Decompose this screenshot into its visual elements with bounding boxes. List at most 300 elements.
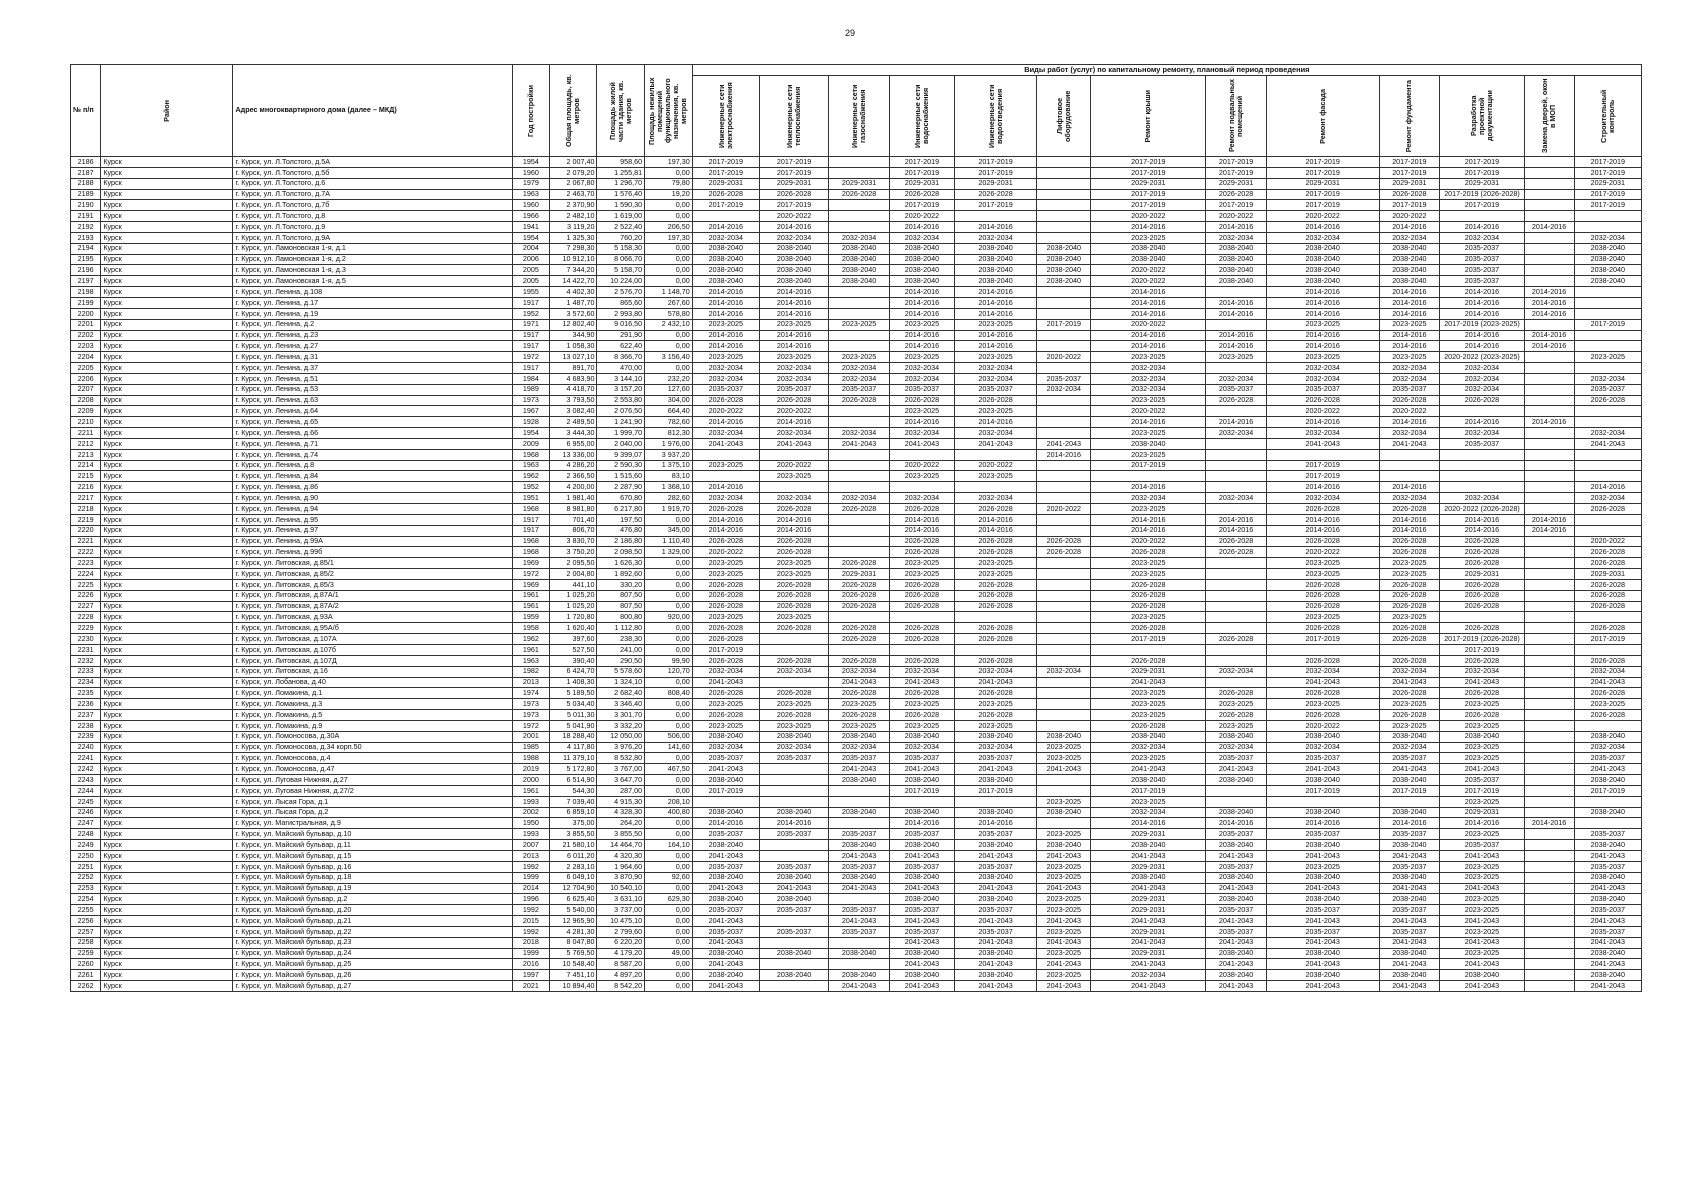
table-cell: 2026-2028 [692, 623, 759, 634]
table-cell: 2032-2034 [829, 428, 890, 439]
table-cell: 2017-2019 [1440, 644, 1525, 655]
table-row [71, 438, 1642, 449]
table-cell: 2038-2040 [1037, 254, 1091, 265]
table-cell: Курск [101, 167, 233, 178]
table-cell: 2038-2040 [1206, 243, 1267, 254]
table-cell: 7 039,40 [549, 796, 597, 807]
table-row [71, 189, 1642, 200]
table-cell: 2017-2019 [954, 785, 1036, 796]
table-cell: 2014-2016 [1206, 417, 1267, 428]
table-cell: 1950 [512, 818, 549, 829]
table-cell: 2026-2028 [759, 623, 828, 634]
table-cell: 2038-2040 [1037, 731, 1091, 742]
table-cell: 2017-2019 [759, 167, 828, 178]
table-cell: 2007 [512, 840, 549, 851]
table-cell [1524, 796, 1574, 807]
table-cell: 10 224,00 [597, 276, 645, 287]
table-cell [759, 677, 828, 688]
table-cell: 2014-2016 [1524, 222, 1574, 233]
table-cell: Курск [101, 677, 233, 688]
table-cell: 2041-2043 [954, 883, 1036, 894]
table-cell [1440, 211, 1525, 222]
table-cell: 2032-2034 [829, 742, 890, 753]
table-cell: 2038-2040 [1379, 265, 1440, 276]
table-cell [1524, 851, 1574, 862]
table-cell: 2017-2019 [1266, 157, 1379, 168]
table-cell: 2038-2040 [759, 731, 828, 742]
table-cell [1524, 579, 1574, 590]
table-cell [1206, 504, 1267, 515]
table-cell: Курск [101, 861, 233, 872]
table-cell: 2038-2040 [1091, 731, 1206, 742]
table-cell: 1 919,70 [645, 504, 693, 515]
table-cell: 2 489,50 [549, 417, 597, 428]
table-cell [1574, 514, 1641, 525]
table-cell: 2035-2037 [759, 384, 828, 395]
table-cell: 2199 [71, 297, 101, 308]
table-cell: 2029-2031 [829, 178, 890, 189]
table-cell [759, 785, 828, 796]
table-cell: 127,60 [645, 384, 693, 395]
table-cell [1524, 276, 1574, 287]
table-cell: 2023-2025 [829, 319, 890, 330]
table-cell: 2014-2016 [1266, 482, 1379, 493]
table-cell: 2032-2034 [1440, 384, 1525, 395]
table-cell [1524, 634, 1574, 645]
table-cell: 2041-2043 [889, 981, 954, 992]
table-cell: 1 408,30 [549, 677, 597, 688]
table-cell: 2026-2028 [1574, 623, 1641, 634]
table-cell: 2023-2025 [1037, 970, 1091, 981]
table-cell: 2038-2040 [692, 840, 759, 851]
table-cell: 2032-2034 [1037, 384, 1091, 395]
table-cell: 2014-2016 [1379, 287, 1440, 298]
table-cell: г. Курск, ул. Литовская, д.87А/1 [233, 590, 513, 601]
table-cell: 3 119,20 [549, 222, 597, 233]
table-cell: Курск [101, 818, 233, 829]
table-cell: 2017-2019 [1266, 634, 1379, 645]
table-cell: 2014-2016 [692, 308, 759, 319]
table-cell: 2041-2043 [759, 438, 828, 449]
table-cell: 2032-2034 [1206, 666, 1267, 677]
table-cell: 2026-2028 [692, 189, 759, 200]
table-cell: Курск [101, 948, 233, 959]
table-cell [1037, 634, 1091, 645]
table-cell: 2023-2025 [692, 352, 759, 363]
table-cell: Курск [101, 308, 233, 319]
table-cell: 2017-2019 [889, 167, 954, 178]
table-cell: 2020-2022 [1266, 547, 1379, 558]
capital-repair-table-container [70, 64, 1642, 992]
table-cell: 2259 [71, 948, 101, 959]
table-cell: 2038-2040 [829, 775, 890, 786]
table-cell: 2026-2028 [1379, 601, 1440, 612]
table-cell: 2026-2028 [1091, 547, 1206, 558]
table-cell: 2026-2028 [1379, 590, 1440, 601]
table-cell: 1 590,30 [597, 200, 645, 211]
table-cell [692, 211, 759, 222]
table-cell: 2014-2016 [1266, 330, 1379, 341]
table-cell: 2032-2034 [954, 363, 1036, 374]
table-cell: г. Курск, ул. Майский бульвар, д.15 [233, 851, 513, 862]
table-cell: 2029-2031 [759, 178, 828, 189]
table-cell: 4 286,20 [549, 460, 597, 471]
table-cell: 2035-2037 [692, 905, 759, 916]
table-cell [1574, 449, 1641, 460]
table-cell: 2014-2016 [1524, 308, 1574, 319]
table-cell: 2035-2037 [1379, 753, 1440, 764]
table-row [71, 970, 1642, 981]
table-cell: 2020-2022 (2023-2025) [1440, 352, 1525, 363]
table-cell: 3 301,70 [597, 710, 645, 721]
table-cell: Курск [101, 851, 233, 862]
table-cell: 2023-2025 [759, 699, 828, 710]
table-cell: 2 799,60 [597, 926, 645, 937]
table-cell: 2038-2040 [889, 840, 954, 851]
table-cell: 2014-2016 [1440, 341, 1525, 352]
table-cell: 2023-2025 [1574, 352, 1641, 363]
table-cell: 14 464,70 [597, 840, 645, 851]
table-cell: 2026-2028 [954, 536, 1036, 547]
table-cell [1037, 579, 1091, 590]
table-cell: 2023-2025 [954, 319, 1036, 330]
table-cell: 2035-2037 [1440, 243, 1525, 254]
table-cell: г. Курск, ул. Л.Толстого, д.8 [233, 211, 513, 222]
table-cell: 2014-2016 [1091, 308, 1206, 319]
table-cell: 2038-2040 [759, 276, 828, 287]
table-cell: 2038-2040 [692, 807, 759, 818]
table-cell: г. Курск, ул. Ленина, д.64 [233, 406, 513, 417]
table-cell: 6 625,40 [549, 894, 597, 905]
table-cell [1037, 699, 1091, 710]
table-cell: 1 112,80 [597, 623, 645, 634]
table-cell [829, 796, 890, 807]
table-cell: 1969 [512, 579, 549, 590]
table-cell: 2038-2040 [889, 254, 954, 265]
table-cell: 2038-2040 [829, 840, 890, 851]
table-cell: 2017-2019 [1266, 200, 1379, 211]
table-cell: 2038-2040 [889, 243, 954, 254]
table-cell: 2041-2043 [692, 764, 759, 775]
table-row [71, 796, 1642, 807]
table-cell: 1992 [512, 861, 549, 872]
table-cell: г. Курск, ул. Ленина, д.2 [233, 319, 513, 330]
table-row [71, 655, 1642, 666]
table-cell: 1961 [512, 590, 549, 601]
table-cell: 2041-2043 [1266, 937, 1379, 948]
table-cell: 2026-2028 [889, 536, 954, 547]
table-cell: г. Курск, ул. Литовская, д.95А/б [233, 623, 513, 634]
table-cell: 2032-2034 [1574, 232, 1641, 243]
table-cell: 0,00 [645, 851, 693, 862]
table-cell: 0,00 [645, 601, 693, 612]
table-cell [1524, 807, 1574, 818]
table-cell [759, 840, 828, 851]
table-cell: 2014-2016 [1379, 308, 1440, 319]
table-cell: 3 830,70 [549, 536, 597, 547]
table-cell [1037, 818, 1091, 829]
table-cell: 2023-2025 [1574, 699, 1641, 710]
table-cell: 2041-2043 [1091, 916, 1206, 927]
table-row [71, 373, 1642, 384]
table-cell: 2038-2040 [1091, 775, 1206, 786]
table-cell: Курск [101, 319, 233, 330]
table-cell: 2023-2025 [889, 352, 954, 363]
table-cell: 2038-2040 [1574, 731, 1641, 742]
table-cell: 2026-2028 [1206, 547, 1267, 558]
table-cell: 345,00 [645, 525, 693, 536]
table-cell: 2029-2031 [1091, 894, 1206, 905]
table-cell: Курск [101, 525, 233, 536]
table-cell: 2023-2025 [1266, 612, 1379, 623]
table-cell [954, 211, 1036, 222]
table-cell: 2026-2028 [692, 536, 759, 547]
table-cell: 2023-2025 [1379, 558, 1440, 569]
table-cell: 2023-2025 [1266, 569, 1379, 580]
table-cell: 2240 [71, 742, 101, 753]
table-cell: 2001 [512, 731, 549, 742]
table-cell: 1928 [512, 417, 549, 428]
table-cell: 2023-2025 [1037, 905, 1091, 916]
table-cell: 2041-2043 [1574, 937, 1641, 948]
table-cell: 2 186,80 [597, 536, 645, 547]
table-cell: 2014-2016 [759, 308, 828, 319]
table-cell: г. Курск, ул. Ламоновская 1-я, д.2 [233, 254, 513, 265]
table-cell [954, 482, 1036, 493]
table-cell: 2032-2034 [1206, 232, 1267, 243]
table-cell: 2038-2040 [1379, 731, 1440, 742]
table-cell: 2191 [71, 211, 101, 222]
table-cell: г. Курск, ул. Майский бульвар, д.27 [233, 981, 513, 992]
table-row [71, 493, 1642, 504]
table-cell: 2029-2031 [1440, 807, 1525, 818]
table-cell: 2038-2040 [829, 731, 890, 742]
table-cell: 13 336,00 [549, 449, 597, 460]
table-cell: 2038-2040 [1440, 970, 1525, 981]
table-cell: 2014-2016 [1379, 514, 1440, 525]
table-cell: 6 049,10 [549, 872, 597, 883]
table-cell: 2023-2025 [1091, 428, 1206, 439]
table-cell: 2032-2034 [1091, 742, 1206, 753]
table-row [71, 460, 1642, 471]
table-cell: 4 897,20 [597, 970, 645, 981]
table-row [71, 232, 1642, 243]
table-cell: 400,80 [645, 807, 693, 818]
table-cell: 2041-2043 [1379, 677, 1440, 688]
table-cell: 2235 [71, 688, 101, 699]
table-cell: 1968 [512, 547, 549, 558]
table-cell: 2035-2037 [692, 926, 759, 937]
table-cell: 2014-2016 [1524, 525, 1574, 536]
table-cell: 2035-2037 [1440, 265, 1525, 276]
table-cell: 2038-2040 [954, 872, 1036, 883]
table-cell: 2015 [512, 916, 549, 927]
table-cell: Курск [101, 742, 233, 753]
table-row [71, 287, 1642, 298]
table-cell: 2035-2037 [759, 861, 828, 872]
table-cell: 2035-2037 [1037, 373, 1091, 384]
table-cell [1524, 926, 1574, 937]
table-cell: 2041-2043 [1206, 883, 1267, 894]
table-cell: г. Курск, ул. Ломоносова, д.30А [233, 731, 513, 742]
table-cell: 2017-2019 [692, 167, 759, 178]
table-cell: 2023-2025 [1037, 861, 1091, 872]
table-cell: 2038-2040 [1091, 243, 1206, 254]
table-row [71, 384, 1642, 395]
table-cell: 2032-2034 [889, 373, 954, 384]
table-cell: 441,10 [549, 579, 597, 590]
table-cell: 2026-2028 [1091, 579, 1206, 590]
table-cell: 2038-2040 [692, 948, 759, 959]
table-cell: г. Курск, ул. Ленина, д.23 [233, 330, 513, 341]
table-cell: 83,10 [645, 471, 693, 482]
table-cell: г. Курск, ул. Ломакина, д.9 [233, 720, 513, 731]
table-cell: 470,00 [597, 363, 645, 374]
table-cell: Курск [101, 449, 233, 460]
table-cell: 2026-2028 [1379, 395, 1440, 406]
table-cell: 2032-2034 [759, 493, 828, 504]
table-cell [759, 634, 828, 645]
table-cell: 1979 [512, 178, 549, 189]
table-cell: 2023-2025 [1440, 872, 1525, 883]
table-cell: 291,90 [597, 330, 645, 341]
table-cell: 2014-2016 [1524, 287, 1574, 298]
table-cell: 1967 [512, 406, 549, 417]
table-cell [829, 211, 890, 222]
table-cell: 2041-2043 [1574, 677, 1641, 688]
table-cell [1524, 460, 1574, 471]
table-cell: 2038-2040 [1574, 840, 1641, 851]
table-cell: г. Курск, ул. Ломакина, д.5 [233, 710, 513, 721]
table-row [71, 699, 1642, 710]
table-cell: 1 487,70 [549, 297, 597, 308]
table-cell: 1993 [512, 796, 549, 807]
table-cell: Курск [101, 417, 233, 428]
table-row [71, 634, 1642, 645]
table-cell: 2026-2028 [692, 634, 759, 645]
table-cell [759, 851, 828, 862]
table-cell: 2026-2028 [1266, 536, 1379, 547]
table-cell: 2020-2022 [1091, 265, 1206, 276]
table-cell [829, 287, 890, 298]
table-cell: 2026-2028 [1440, 547, 1525, 558]
table-cell: 2026-2028 [1037, 547, 1091, 558]
table-cell: г. Курск, ул. Ленина, д.66 [233, 428, 513, 439]
table-cell: 4 402,30 [549, 287, 597, 298]
table-cell: 2032-2034 [1440, 428, 1525, 439]
table-cell: 2035-2037 [1574, 905, 1641, 916]
table-cell: 2032-2034 [829, 666, 890, 677]
table-cell: 2038-2040 [1266, 731, 1379, 742]
table-cell: 544,30 [549, 785, 597, 796]
table-cell: 0,00 [645, 818, 693, 829]
table-cell [1037, 623, 1091, 634]
table-cell: 164,10 [645, 840, 693, 851]
table-cell: 4 117,80 [549, 742, 597, 753]
table-row [71, 753, 1642, 764]
table-cell: 2 522,40 [597, 222, 645, 233]
table-cell [1574, 525, 1641, 536]
table-cell: 2026-2028 [692, 710, 759, 721]
table-cell: г. Курск, ул. Литовская, д.93А [233, 612, 513, 623]
table-cell: 0,00 [645, 905, 693, 916]
table-cell: 2026-2028 [829, 590, 890, 601]
table-cell: 1963 [512, 460, 549, 471]
table-cell: Курск [101, 373, 233, 384]
table-cell: 467,50 [645, 764, 693, 775]
table-cell: 2026-2028 [1206, 710, 1267, 721]
table-cell [1524, 840, 1574, 851]
table-cell: 2035-2037 [1379, 861, 1440, 872]
table-cell: 2038-2040 [1379, 775, 1440, 786]
table-cell [1574, 297, 1641, 308]
table-cell: 2014-2016 [1379, 222, 1440, 233]
table-cell: 2206 [71, 373, 101, 384]
table-cell: 2032-2034 [1379, 373, 1440, 384]
table-cell: 2038-2040 [889, 807, 954, 818]
table-cell: 264,20 [597, 818, 645, 829]
table-cell [1037, 471, 1091, 482]
table-cell: 2032-2034 [1574, 493, 1641, 504]
table-cell: 2026-2028 [1091, 601, 1206, 612]
table-row [71, 731, 1642, 742]
table-cell: 2026-2028 [1440, 601, 1525, 612]
table-cell: 2014-2016 [1524, 341, 1574, 352]
work-types-group-header: Виды работ (услуг) по капитальному ремонту, плановый период проведения [692, 65, 1641, 76]
table-cell: 2038-2040 [1206, 948, 1267, 959]
table-cell: 2017-2019 [954, 200, 1036, 211]
table-cell: 2035-2037 [829, 861, 890, 872]
table-cell: 2041-2043 [1037, 851, 1091, 862]
column-header: Площадь нежилых помещений функционального назначения, кв. метров [645, 65, 693, 157]
table-cell [759, 764, 828, 775]
table-cell: 0,00 [645, 634, 693, 645]
table-cell: 2020-2022 [954, 460, 1036, 471]
table-cell: Курск [101, 243, 233, 254]
table-cell: 2023-2025 [1266, 861, 1379, 872]
table-cell: 2032-2034 [692, 373, 759, 384]
table-cell [1574, 644, 1641, 655]
table-cell: 2205 [71, 363, 101, 374]
table-cell [1524, 688, 1574, 699]
table-cell: 11 379,10 [549, 753, 597, 764]
table-cell: 2029-2031 [1266, 178, 1379, 189]
table-cell: 2041-2043 [889, 677, 954, 688]
table-cell: 2250 [71, 851, 101, 862]
table-cell: 2202 [71, 330, 101, 341]
table-cell: 2006 [512, 254, 549, 265]
table-cell: 1 515,60 [597, 471, 645, 482]
table-cell: 1972 [512, 569, 549, 580]
table-cell: 2014-2016 [759, 514, 828, 525]
table-cell: 2210 [71, 417, 101, 428]
table-cell [1574, 818, 1641, 829]
column-header: Разработка проектной документации [1440, 76, 1525, 157]
table-cell: 2035-2037 [1206, 829, 1267, 840]
table-cell [1037, 525, 1091, 536]
table-cell: 2243 [71, 775, 101, 786]
table-cell: г. Курск, ул. Магистральная, д.9 [233, 818, 513, 829]
table-cell: 2038-2040 [954, 243, 1036, 254]
table-cell: 2035-2037 [1379, 829, 1440, 840]
table-cell: 2038-2040 [954, 254, 1036, 265]
table-cell [1206, 471, 1267, 482]
table-cell: 2026-2028 [1379, 547, 1440, 558]
table-cell: 1961 [512, 644, 549, 655]
table-cell: 19,20 [645, 189, 693, 200]
table-cell: 2014-2016 [1091, 417, 1206, 428]
table-cell [1524, 352, 1574, 363]
